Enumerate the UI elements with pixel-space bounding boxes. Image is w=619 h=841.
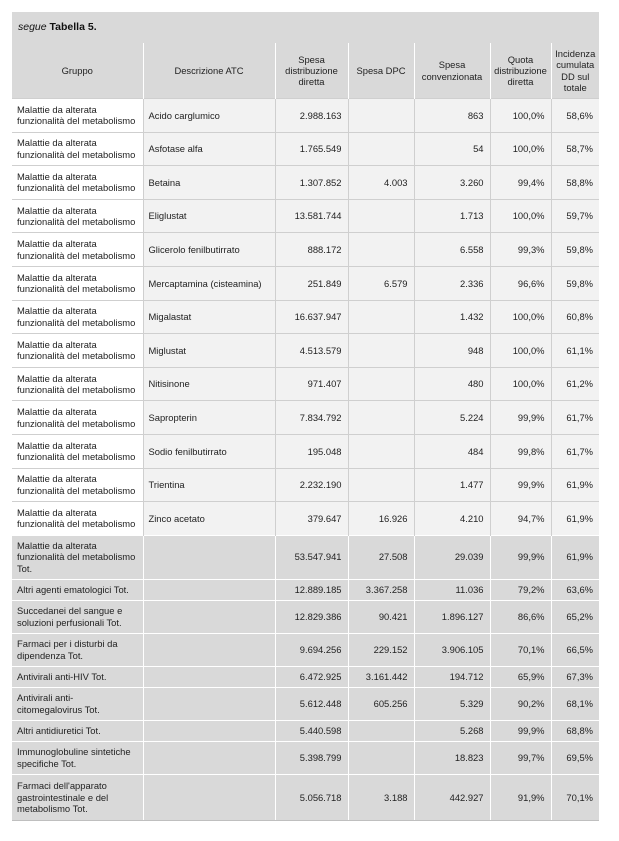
cell-spesa-convenzionata: 948 <box>414 334 490 368</box>
cell-spesa-diretta: 9.694.256 <box>275 633 348 666</box>
cell-spesa-dpc: 3.161.442 <box>348 666 414 687</box>
table-row <box>12 99 599 133</box>
cell-gruppo: Malattie da alterata funzionalità del metabolismo <box>12 401 143 435</box>
cell-spesa-convenzionata: 18.823 <box>414 741 490 774</box>
cell-descrizione: Betaina <box>143 166 275 200</box>
cell-spesa-diretta: 5.056.718 <box>275 774 348 820</box>
cell-spesa-diretta: 2.988.163 <box>275 99 348 133</box>
cell-incidenza: 67,3% <box>551 666 599 687</box>
cell-spesa-convenzionata: 54 <box>414 132 490 166</box>
cell-quota-diretta: 94,7% <box>490 502 551 536</box>
cell-spesa-dpc <box>348 720 414 741</box>
cell-spesa-diretta: 971.407 <box>275 367 348 401</box>
cell-spesa-convenzionata: 484 <box>414 434 490 468</box>
total-row <box>12 741 599 774</box>
cell-descrizione: Nitisinone <box>143 367 275 401</box>
cell-incidenza: 69,5% <box>551 741 599 774</box>
cell-spesa-diretta: 2.232.190 <box>275 468 348 502</box>
cell-spesa-dpc: 4.003 <box>348 166 414 200</box>
cell-descrizione-empty <box>143 774 275 820</box>
cell-spesa-dpc <box>348 132 414 166</box>
total-row <box>12 774 599 820</box>
cell-spesa-convenzionata: 6.558 <box>414 233 490 267</box>
cell-descrizione-empty <box>143 720 275 741</box>
cell-spesa-diretta: 5.612.448 <box>275 687 348 720</box>
cell-spesa-dpc: 3.188 <box>348 774 414 820</box>
cell-incidenza: 66,5% <box>551 633 599 666</box>
header-spesa-diretta: Spesa distribuzione diretta <box>275 43 348 99</box>
cell-gruppo-totale: Antivirali anti-HIV Tot. <box>12 666 143 687</box>
table-row <box>12 132 599 166</box>
cell-spesa-diretta: 379.647 <box>275 502 348 536</box>
cell-spesa-convenzionata: 3.906.105 <box>414 633 490 666</box>
cell-spesa-convenzionata: 1.477 <box>414 468 490 502</box>
cell-quota-diretta: 100,0% <box>490 334 551 368</box>
cell-descrizione-empty <box>143 741 275 774</box>
cell-quota-diretta: 99,9% <box>490 468 551 502</box>
cell-descrizione-empty <box>143 687 275 720</box>
cell-descrizione-empty <box>143 633 275 666</box>
cell-spesa-convenzionata: 1.896.127 <box>414 600 490 633</box>
cell-quota-diretta: 99,7% <box>490 741 551 774</box>
cell-spesa-dpc: 27.508 <box>348 535 414 579</box>
cell-spesa-convenzionata: 4.210 <box>414 502 490 536</box>
cell-descrizione: Zinco acetato <box>143 502 275 536</box>
total-row <box>12 720 599 741</box>
table-row <box>12 502 599 536</box>
cell-incidenza: 61,1% <box>551 334 599 368</box>
cell-spesa-convenzionata: 480 <box>414 367 490 401</box>
cell-spesa-dpc <box>348 199 414 233</box>
cell-descrizione: Eliglustat <box>143 199 275 233</box>
cell-spesa-diretta: 16.637.947 <box>275 300 348 334</box>
total-row <box>12 633 599 666</box>
cell-incidenza: 68,8% <box>551 720 599 741</box>
cell-spesa-dpc <box>348 741 414 774</box>
cell-spesa-convenzionata: 2.336 <box>414 266 490 300</box>
table-row <box>12 468 599 502</box>
cell-incidenza: 65,2% <box>551 600 599 633</box>
cell-descrizione-empty <box>143 535 275 579</box>
cell-spesa-convenzionata: 194.712 <box>414 666 490 687</box>
cell-incidenza: 61,7% <box>551 434 599 468</box>
cell-quota-diretta: 100,0% <box>490 300 551 334</box>
cell-gruppo: Malattie da alterata funzionalità del metabolismo <box>12 334 143 368</box>
header-gruppo: Gruppo <box>12 43 143 99</box>
table-body <box>12 99 599 821</box>
cell-spesa-dpc <box>348 468 414 502</box>
cell-gruppo: Malattie da alterata funzionalità del metabolismo <box>12 434 143 468</box>
cell-gruppo: Malattie da alterata funzionalità del metabolismo <box>12 300 143 334</box>
cell-descrizione: Miglustat <box>143 334 275 368</box>
cell-incidenza: 61,2% <box>551 367 599 401</box>
header-spesa-convenzionata: Spesa convenzionata <box>414 43 490 99</box>
cell-gruppo: Malattie da alterata funzionalità del metabolismo <box>12 132 143 166</box>
cell-descrizione: Sapropterin <box>143 401 275 435</box>
table-row <box>12 401 599 435</box>
cell-incidenza: 58,6% <box>551 99 599 133</box>
cell-spesa-diretta: 53.547.941 <box>275 535 348 579</box>
cell-quota-diretta: 99,9% <box>490 720 551 741</box>
table-row <box>12 434 599 468</box>
total-row <box>12 666 599 687</box>
cell-gruppo: Malattie da alterata funzionalità del metabolismo <box>12 502 143 536</box>
cell-spesa-diretta: 5.398.799 <box>275 741 348 774</box>
cell-quota-diretta: 100,0% <box>490 132 551 166</box>
header-spesa-dpc: Spesa DPC <box>348 43 414 99</box>
cell-incidenza: 70,1% <box>551 774 599 820</box>
cell-spesa-diretta: 1.765.549 <box>275 132 348 166</box>
cell-spesa-dpc: 16.926 <box>348 502 414 536</box>
cell-spesa-dpc <box>348 367 414 401</box>
cell-gruppo: Malattie da alterata funzionalità del metabolismo <box>12 199 143 233</box>
cell-gruppo-totale: Malattie da alterata funzionalità del metabolismo Tot. <box>12 535 143 579</box>
cell-spesa-convenzionata: 3.260 <box>414 166 490 200</box>
cell-gruppo-totale: Altri antidiuretici Tot. <box>12 720 143 741</box>
table-row <box>12 334 599 368</box>
cell-spesa-dpc <box>348 300 414 334</box>
cell-spesa-dpc: 90.421 <box>348 600 414 633</box>
cell-incidenza: 61,7% <box>551 401 599 435</box>
cell-spesa-diretta: 195.048 <box>275 434 348 468</box>
header-incidenza: Incidenza cumulata DD sul totale <box>551 43 599 99</box>
cell-incidenza: 61,9% <box>551 535 599 579</box>
table-row <box>12 367 599 401</box>
cell-gruppo: Malattie da alterata funzionalità del metabolismo <box>12 99 143 133</box>
cell-quota-diretta: 70,1% <box>490 633 551 666</box>
cell-descrizione: Asfotase alfa <box>143 132 275 166</box>
cell-spesa-convenzionata: 5.224 <box>414 401 490 435</box>
cell-spesa-convenzionata: 442.927 <box>414 774 490 820</box>
cell-spesa-diretta: 888.172 <box>275 233 348 267</box>
cell-descrizione: Sodio fenilbutirrato <box>143 434 275 468</box>
cell-quota-diretta: 99,9% <box>490 401 551 435</box>
cell-quota-diretta: 100,0% <box>490 199 551 233</box>
cell-descrizione-empty <box>143 579 275 600</box>
cell-quota-diretta: 100,0% <box>490 367 551 401</box>
cell-gruppo-totale: Farmaci per i disturbi da dipendenza Tot. <box>12 633 143 666</box>
cell-spesa-diretta: 12.829.386 <box>275 600 348 633</box>
cell-spesa-convenzionata: 5.329 <box>414 687 490 720</box>
cell-spesa-dpc <box>348 434 414 468</box>
cell-gruppo-totale: Immunoglobuline sintetiche specifiche Tot. <box>12 741 143 774</box>
cell-incidenza: 59,7% <box>551 199 599 233</box>
cell-gruppo-totale: Antivirali anti-citomegalovirus Tot. <box>12 687 143 720</box>
cell-spesa-diretta: 7.834.792 <box>275 401 348 435</box>
cell-incidenza: 68,1% <box>551 687 599 720</box>
cell-spesa-dpc <box>348 334 414 368</box>
cell-quota-diretta: 99,9% <box>490 535 551 579</box>
cell-quota-diretta: 90,2% <box>490 687 551 720</box>
cell-quota-diretta: 96,6% <box>490 266 551 300</box>
cell-descrizione: Acido carglumico <box>143 99 275 133</box>
cell-gruppo: Malattie da alterata funzionalità del metabolismo <box>12 367 143 401</box>
cell-descrizione-empty <box>143 666 275 687</box>
cell-gruppo: Malattie da alterata funzionalità del metabolismo <box>12 233 143 267</box>
cell-descrizione: Migalastat <box>143 300 275 334</box>
cell-descrizione: Glicerolo fenilbutirrato <box>143 233 275 267</box>
total-row <box>12 687 599 720</box>
cell-spesa-convenzionata: 1.432 <box>414 300 490 334</box>
cell-quota-diretta: 100,0% <box>490 99 551 133</box>
cell-spesa-convenzionata: 1.713 <box>414 199 490 233</box>
cell-gruppo-totale: Succedanei del sangue e soluzioni perfusionali Tot. <box>12 600 143 633</box>
cell-incidenza: 61,9% <box>551 502 599 536</box>
total-row <box>12 579 599 600</box>
cell-spesa-diretta: 6.472.925 <box>275 666 348 687</box>
cell-incidenza: 58,7% <box>551 132 599 166</box>
cell-gruppo-totale: Farmaci dell'apparato gastrointestinale e del metabolismo Tot. <box>12 774 143 820</box>
table-row <box>12 233 599 267</box>
cell-spesa-convenzionata: 863 <box>414 99 490 133</box>
cell-quota-diretta: 99,4% <box>490 166 551 200</box>
cell-spesa-dpc <box>348 99 414 133</box>
cell-spesa-dpc: 229.152 <box>348 633 414 666</box>
cell-gruppo: Malattie da alterata funzionalità del metabolismo <box>12 166 143 200</box>
cell-spesa-dpc <box>348 401 414 435</box>
table-row <box>12 300 599 334</box>
total-row <box>12 600 599 633</box>
cell-spesa-dpc: 6.579 <box>348 266 414 300</box>
cell-incidenza: 60,8% <box>551 300 599 334</box>
cell-quota-diretta: 86,6% <box>490 600 551 633</box>
total-row <box>12 535 599 579</box>
cell-incidenza: 61,9% <box>551 468 599 502</box>
cell-spesa-diretta: 12.889.185 <box>275 579 348 600</box>
caption-prefix: segue <box>18 21 47 33</box>
cell-gruppo-totale: Altri agenti ematologici Tot. <box>12 579 143 600</box>
cell-spesa-convenzionata: 29.039 <box>414 535 490 579</box>
cell-spesa-diretta: 5.440.598 <box>275 720 348 741</box>
cell-spesa-diretta: 4.513.579 <box>275 334 348 368</box>
cell-descrizione: Trientina <box>143 468 275 502</box>
cell-incidenza: 58,8% <box>551 166 599 200</box>
cell-descrizione: Mercaptamina (cisteamina) <box>143 266 275 300</box>
table-page <box>12 12 599 821</box>
cell-spesa-diretta: 1.307.852 <box>275 166 348 200</box>
header-quota-diretta: Quota distribuzione diretta <box>490 43 551 99</box>
cell-quota-diretta: 79,2% <box>490 579 551 600</box>
caption-title: Tabella 5. <box>49 21 97 33</box>
header-row <box>12 43 599 99</box>
cell-incidenza: 59,8% <box>551 266 599 300</box>
cell-spesa-diretta: 251.849 <box>275 266 348 300</box>
cell-spesa-dpc: 3.367.258 <box>348 579 414 600</box>
cell-quota-diretta: 91,9% <box>490 774 551 820</box>
cell-quota-diretta: 99,3% <box>490 233 551 267</box>
cell-spesa-convenzionata: 5.268 <box>414 720 490 741</box>
cell-incidenza: 59,8% <box>551 233 599 267</box>
table-row <box>12 266 599 300</box>
cell-descrizione-empty <box>143 600 275 633</box>
cell-quota-diretta: 99,8% <box>490 434 551 468</box>
table-row <box>12 199 599 233</box>
cell-spesa-diretta: 13.581.744 <box>275 199 348 233</box>
cell-incidenza: 63,6% <box>551 579 599 600</box>
table-bottom-rule <box>12 820 599 821</box>
cell-gruppo: Malattie da alterata funzionalità del metabolismo <box>12 468 143 502</box>
header-descrizione: Descrizione ATC <box>143 43 275 99</box>
spending-table <box>12 43 599 820</box>
cell-spesa-convenzionata: 11.036 <box>414 579 490 600</box>
cell-quota-diretta: 65,9% <box>490 666 551 687</box>
table-row <box>12 166 599 200</box>
table-caption <box>12 12 599 43</box>
cell-spesa-dpc: 605.256 <box>348 687 414 720</box>
cell-gruppo: Malattie da alterata funzionalità del metabolismo <box>12 266 143 300</box>
cell-spesa-dpc <box>348 233 414 267</box>
